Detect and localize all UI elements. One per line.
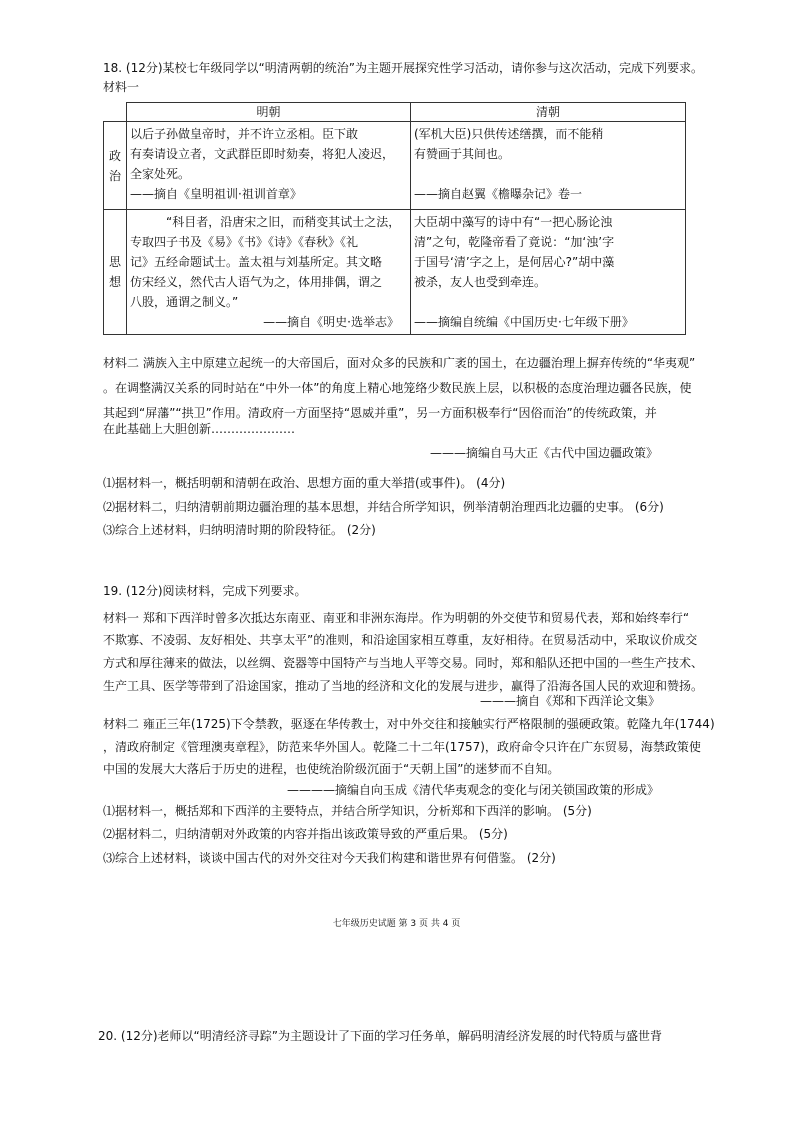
ming-politics-line: 有奏请设立者，文武群臣即时劾奏，将犯人凌迟， [130,147,395,161]
ming-thought-line: 记》五经命题试士。盖太祖与刘基所定。其文略 [130,255,383,269]
q20-title: 20. (12分)老师以“明清经济寻踪”为主题设计了下面的学习任务单，解码明清经济发展的时代特质与盛世背 [98,1029,662,1043]
qing-thought-cell [411,210,686,335]
ming-thought-line: 仿宋经义，然代古人语气为之，体用排偶，谓之 [130,275,383,289]
col-qing-header: 清朝 [411,103,686,122]
q19-question-1: ⑴据材料一，概括郑和下西洋的主要特点，并结合所学知识，分析郑和下西洋的影响。 (5分) [103,804,592,818]
ming-thought-line: 专取四子书及《易》《书》《诗》《春秋》《礼 [130,235,359,249]
table-corner [104,103,127,122]
q19-title: 19. (12分)阅读材料，完成下列要求。 [103,584,307,598]
row-thought-label: 思想 [104,210,127,335]
qing-politics-cell [411,122,686,210]
ming-thought-line: “科目者，沿唐宋之旧，而稍变其试士之法， [166,215,401,229]
q18-material2-line: 在此基础上大胆创新………………… [103,422,296,436]
q19-material2-line: 中国的发展大大落后于历史的进程，也使统治阶级沉面于“天朝上国”的迷梦而不自知。 [103,762,560,776]
q19-material1-line: 生产工具、医学等带到了沿途国家，推动了当地的经济和文化的发展与进步，赢得了沿海各国人民的欢迎和赞扬。 [103,679,704,693]
ming-thought-source: ——摘自《明史·选举志》 [263,315,399,329]
ming-thought-cell [127,210,411,335]
qing-politics-line: (军机大臣)只供传述缮撰，而不能稍 [414,127,604,141]
q18-title: 18. (12分)某校七年级同学以“明清两朝的统治”为主题开展探究性学习活动，请你参与这次活动，完成下列要求。 [103,61,703,75]
qing-thought-source: ——摘编自统编《中国历史·七年级下册》 [414,315,634,329]
q19-material2-source: ————摘编自向玉成《清代华夷观念的变化与闭关锁国政策的形成》 [287,783,660,797]
qing-thought-line: 于国号‘清’字之上，是何居心?”胡中藻 [414,255,615,269]
qing-thought-line [414,292,682,312]
q18-question-1: ⑴据材料一，概括明朝和清朝在政治、思想方面的重大举措(或事件)。 (4分) [103,476,506,490]
q18-material2-source: ———摘编自马大正《古代中国边疆政策》 [430,446,659,460]
page-footer: 七年级历史试题 第 3 页 共 4 页 [332,919,461,929]
q18-material2-line: 。在调整满汉关系的同时站在“中外一体”的角度上精心地笼络少数民族上层，以积极的态度治理边疆各民族，使 [103,381,692,395]
q19-material1-line: 方式和厚往薄来的做法，以丝绸、瓷器等中国特产与当地人平等交易。同时，郑和船队还把中国的一些生产技术、 [103,656,704,670]
q19-material2-line: ，清政府制定《管理澳夷章程》，防范来华外国人。乾隆二十二年(1757)，政府命令只许在广东贸易，海禁政策使 [103,740,701,754]
ming-politics-source: ——摘自《皇明祖训·祖训首章》 [130,187,302,201]
qing-politics-line [414,164,682,184]
row-politics-label: 政治 [104,122,127,210]
q18-material2-line: 材料二 满族入主中原建立起统一的大帝国后，面对众多的民族和广袤的国土，在边疆治理上摒弃传统的“华夷观” [103,356,696,370]
q19-material1-source: ———摘自《郑和下西洋论文集》 [480,694,661,708]
qing-thought-line: 被杀，友人也受到牵连。 [414,275,547,289]
q18-material1-label: 材料一 [103,80,140,94]
qing-thought-line: 清”之句，乾隆帝看了竟说：“加‘浊’字 [414,235,615,249]
q19-material1-line: 材料一 郑和下西洋时曾多次抵达东南亚、南亚和非洲东海岸。作为明朝的外交使节和贸易代表，郑和始终奉行“ [103,611,690,625]
ming-politics-line: 以后子孙做皇帝时，并不许立丞相。臣下敢 [130,127,359,141]
q19-question-3: ⑶综合上述材料，谈谈中国古代的对外交往对今天我们构建和谐世界有何借鉴。 (2分) [103,851,556,865]
q18-question-2: ⑵据材料二，归纳清朝前期边疆治理的基本思想，并结合所学知识，例举清朝治理西北边疆的史事。 (6分) [103,500,664,514]
q18-question-3: ⑶综合上述材料，归纳明清时期的阶段特征。 (2分) [103,523,376,537]
ming-thought-line: 八股，通谓之制义。” [130,295,239,309]
qing-politics-line: 有赞画于其间也。 [414,147,511,161]
material1-table [103,102,686,335]
qing-politics-source: ——摘自赵翼《檐曝杂记》卷一 [414,187,583,201]
q19-question-2: ⑵据材料二，归纳清朝对外政策的内容并指出该政策导致的严重后果。 (5分) [103,827,508,841]
q18-material2-line: 其起到“屏藩”“拱卫”作用。清政府一方面坚持“恩威并重”，另一方面积极奉行“因俗而治”的传统政策，并 [103,406,657,420]
col-ming-header: 明朝 [127,103,411,122]
q19-material1-line: 不欺寡、不凌弱、友好相处、共享太平”的准则，和沿途国家相互尊重，友好相待。在贸易活动中，采取议价成交 [103,633,698,647]
q19-material2-line: 材料二 雍正三年(1725)下令禁教，驱逐在华传教士，对中外交往和接触实行严格限制的强硬政策。乾隆九年(1744) [103,717,715,731]
qing-thought-line: 大臣胡中藻写的诗中有“一把心肠论浊 [414,215,613,229]
ming-politics-line: 全家处死。 [130,167,191,181]
ming-politics-cell [127,122,411,210]
